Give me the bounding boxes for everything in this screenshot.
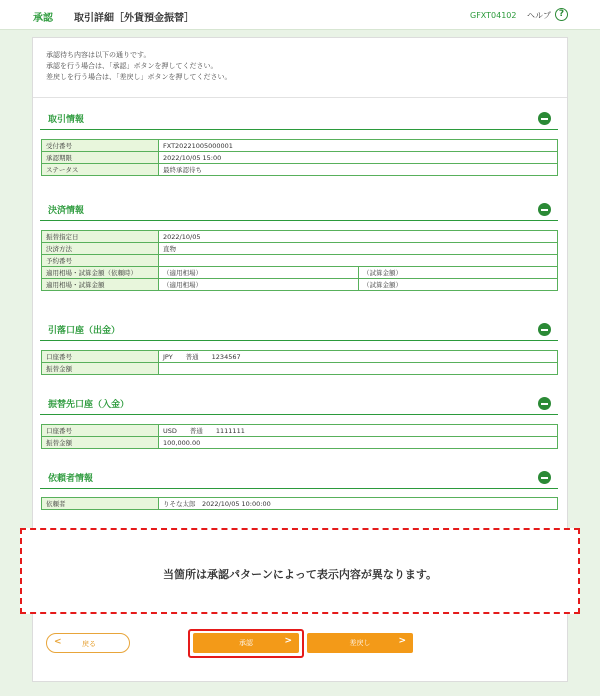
row-value: JPY 普通 1234567 [159,351,558,363]
row-label: ステータス [42,164,159,176]
table-row [42,164,558,176]
row-value: 2022/10/05 15:00 [159,152,558,164]
table-row [42,279,558,291]
intro-text [46,50,232,83]
collapse-icon[interactable] [538,112,551,125]
row-label: 依頼者 [42,498,159,510]
section-divider [40,340,558,341]
table-row [42,351,558,363]
back-button[interactable] [46,633,130,653]
approval-pattern-note [20,528,580,614]
section-title-settlement: 決済情報 [48,206,85,216]
intro-line: 承認待ち内容は以下の通りです。 [46,51,151,59]
table-row [42,255,558,267]
amount-value: （試算金額） [359,267,558,279]
chevron-left-icon: < [54,637,62,647]
chevron-right-icon: > [398,636,406,646]
credit-table [41,424,558,449]
amount-value: （試算金額） [359,279,558,291]
section-title-debit: 引落口座（出金） [48,326,121,336]
row-value: FXT20221005000001 [159,140,558,152]
table-row [42,425,558,437]
table-row [42,498,558,510]
row-label: 適用相場・試算金額 [42,279,159,291]
row-value: USD 普通 1111111 [159,425,558,437]
requester-table [41,497,558,510]
section-divider [40,414,558,415]
row-label: 振替金額 [42,437,159,449]
header-bar [0,0,600,30]
table-row [42,152,558,164]
collapse-icon[interactable] [538,203,551,216]
section-divider [40,129,558,130]
row-value: 直物 [159,243,558,255]
row-label: 適用相場・試算金額（依頼時） [42,267,159,279]
approve-button[interactable] [193,633,299,653]
collapse-icon[interactable] [538,397,551,410]
help-icon[interactable]: ? [555,8,568,21]
rate-value: （適用相場） [159,279,359,291]
section-divider [40,488,558,489]
row-label: 承認期限 [42,152,159,164]
approve-button-label: 承認 [239,639,253,647]
transaction-table [41,139,558,176]
approval-pattern-message: 当箇所は承認パターンによって表示内容が異なります。 [163,568,437,581]
table-row [42,231,558,243]
row-value: 最終承認待ち [159,164,558,176]
settlement-table [41,230,558,291]
rate-value: （適用相場） [159,267,359,279]
section-divider [40,220,558,221]
debit-table [41,350,558,375]
row-value: りそな太郎 2022/10/05 10:00:00 [159,498,558,510]
table-row [42,267,558,279]
help-link[interactable]: ヘルプ [527,11,551,20]
chevron-right-icon: > [284,636,292,646]
row-value: 100,000.00 [159,437,558,449]
row-value: 2022/10/05 [159,231,558,243]
row-label: 振替金額 [42,363,159,375]
collapse-icon[interactable] [538,471,551,484]
table-row [42,243,558,255]
table-row [42,363,558,375]
reject-button-label: 差戻し [349,639,371,647]
screen-id: GFXT04102 [470,11,517,20]
intro-line: 承認を行う場合は、「承認」ボタンを押してください。 [46,62,218,70]
row-label: 振替指定日 [42,231,159,243]
back-button-label: 戻る [82,640,96,648]
page-title: 取引詳細［外貨預金振替］ [74,13,194,24]
row-label: 口座番号 [42,351,159,363]
table-row [42,437,558,449]
row-label: 受付番号 [42,140,159,152]
section-title-transaction: 取引情報 [48,115,85,125]
header-approve-label: 承認 [33,13,53,24]
reject-button[interactable] [307,633,413,653]
row-label: 口座番号 [42,425,159,437]
row-value [159,255,558,267]
section-title-requester: 依頼者情報 [48,474,94,484]
table-row [42,140,558,152]
row-value [159,363,558,375]
intro-line: 差戻しを行う場合は、「差戻し」ボタンを押してください。 [46,73,232,81]
collapse-icon[interactable] [538,323,551,336]
intro-divider [33,97,567,98]
row-label: 決済方法 [42,243,159,255]
section-title-credit: 振替先口座（入金） [48,400,130,410]
row-label: 予約番号 [42,255,159,267]
